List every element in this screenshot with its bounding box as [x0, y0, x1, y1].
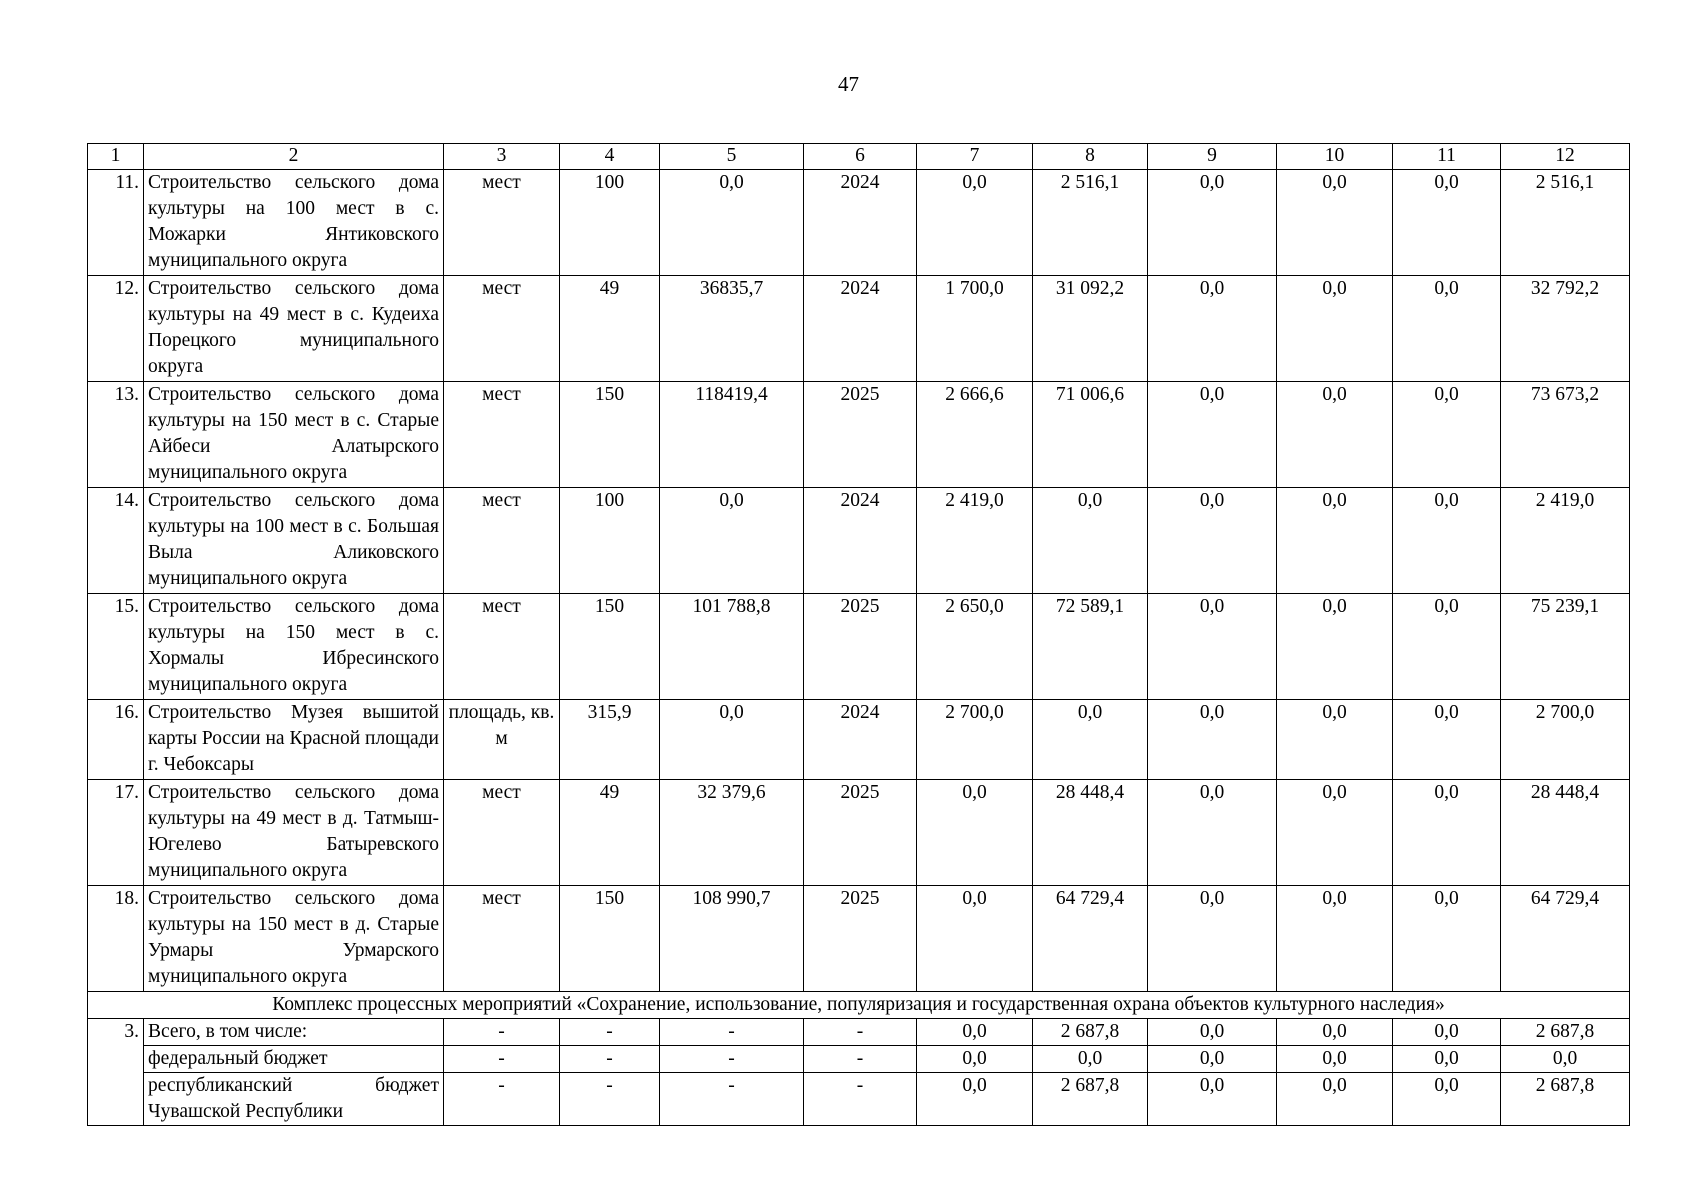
value-cell: 0,0	[1277, 700, 1393, 780]
object-name-cell: Строительство Музея вышитой карты России на Красной площади г. Чебоксары	[144, 700, 444, 780]
row-number-cell: 15.	[88, 594, 144, 700]
total-value-cell: 2 700,0	[1501, 700, 1630, 780]
column-header: 9	[1148, 144, 1277, 170]
summary-value-cell: 0,0	[1501, 1046, 1630, 1073]
value-cell: 0,0	[1148, 594, 1277, 700]
table-row	[88, 488, 1630, 594]
row-number-cell: 13.	[88, 382, 144, 488]
summary-value-cell: -	[444, 1073, 560, 1126]
section-title: Комплекс процессных мероприятий «Сохранение, использование, популяризация и государственная охрана объектов культурного наследия»	[88, 992, 1630, 1019]
column-header: 3	[444, 144, 560, 170]
unit-cell: мест	[444, 170, 560, 276]
summary-value-cell: 0,0	[1033, 1046, 1148, 1073]
column-header: 1	[88, 144, 144, 170]
value-cell: 31 092,2	[1033, 276, 1148, 382]
value-cell: 0,0	[1033, 700, 1148, 780]
summary-value-cell: 0,0	[917, 1046, 1033, 1073]
completion-year-cell: 2025	[804, 594, 917, 700]
value-cell: 0,0	[1148, 700, 1277, 780]
cost-estimate-cell: 0,0	[660, 488, 804, 594]
object-name-cell: Строительство сельского дома культуры на 100 мест в с. Можарки Янтиковского муниципального округа	[144, 170, 444, 276]
column-header: 12	[1501, 144, 1630, 170]
unit-cell: мест	[444, 780, 560, 886]
completion-year-cell: 2024	[804, 700, 917, 780]
row-number-cell: 18.	[88, 886, 144, 992]
summary-value-cell: -	[804, 1019, 917, 1046]
unit-cell: мест	[444, 886, 560, 992]
column-number-header-row	[88, 144, 1630, 170]
summary-number-cell: 3.	[88, 1019, 144, 1126]
summary-value-cell: -	[560, 1073, 660, 1126]
value-cell: 0,0	[1277, 780, 1393, 886]
summary-value-cell: 0,0	[1148, 1019, 1277, 1046]
value-cell: 71 006,6	[1033, 382, 1148, 488]
value-cell: 0,0	[1393, 382, 1501, 488]
value-cell: 0,0	[917, 170, 1033, 276]
table-row	[88, 276, 1630, 382]
summary-row	[88, 1046, 1630, 1073]
completion-year-cell: 2024	[804, 276, 917, 382]
value-cell: 0,0	[1148, 382, 1277, 488]
total-value-cell: 32 792,2	[1501, 276, 1630, 382]
summary-value-cell: 0,0	[917, 1019, 1033, 1046]
summary-value-cell: 2 687,8	[1501, 1019, 1630, 1046]
value-cell: 0,0	[1277, 886, 1393, 992]
summary-value-cell: -	[560, 1046, 660, 1073]
total-value-cell: 28 448,4	[1501, 780, 1630, 886]
capacity-cell: 100	[560, 170, 660, 276]
object-name-cell: Строительство сельского дома культуры на 150 мест в с. Хормалы Ибресинского муниципального округа	[144, 594, 444, 700]
capacity-cell: 315,9	[560, 700, 660, 780]
total-value-cell: 2 419,0	[1501, 488, 1630, 594]
column-header: 5	[660, 144, 804, 170]
value-cell: 2 419,0	[917, 488, 1033, 594]
value-cell: 0,0	[1148, 780, 1277, 886]
summary-value-cell: 0,0	[1277, 1046, 1393, 1073]
page-number: 47	[838, 72, 859, 96]
value-cell: 0,0	[1393, 780, 1501, 886]
value-cell: 0,0	[1393, 700, 1501, 780]
summary-value-cell: 0,0	[1148, 1073, 1277, 1126]
table-row	[88, 382, 1630, 488]
table-row	[88, 170, 1630, 276]
column-header: 4	[560, 144, 660, 170]
column-header: 8	[1033, 144, 1148, 170]
unit-cell: мест	[444, 382, 560, 488]
summary-value-cell: -	[444, 1046, 560, 1073]
summary-row	[88, 1073, 1630, 1126]
row-number-cell: 16.	[88, 700, 144, 780]
value-cell: 2 650,0	[917, 594, 1033, 700]
summary-label-cell: республиканский бюджет Чувашской Республики	[144, 1073, 444, 1126]
completion-year-cell: 2025	[804, 886, 917, 992]
unit-cell: площадь, кв. м	[444, 700, 560, 780]
total-value-cell: 75 239,1	[1501, 594, 1630, 700]
table-row	[88, 886, 1630, 992]
cost-estimate-cell: 0,0	[660, 700, 804, 780]
object-name-cell: Строительство сельского дома культуры на 100 мест в с. Большая Выла Аликовского муниципального округа	[144, 488, 444, 594]
capacity-cell: 49	[560, 780, 660, 886]
summary-value-cell: -	[804, 1046, 917, 1073]
value-cell: 0,0	[1148, 276, 1277, 382]
budget-table	[87, 143, 1630, 1126]
value-cell: 0,0	[1393, 170, 1501, 276]
cost-estimate-cell: 36835,7	[660, 276, 804, 382]
summary-value-cell: 0,0	[917, 1073, 1033, 1126]
value-cell: 72 589,1	[1033, 594, 1148, 700]
value-cell: 0,0	[1393, 886, 1501, 992]
summary-row	[88, 1019, 1630, 1046]
total-value-cell: 2 516,1	[1501, 170, 1630, 276]
value-cell: 0,0	[1277, 276, 1393, 382]
value-cell: 0,0	[917, 780, 1033, 886]
value-cell: 0,0	[1277, 170, 1393, 276]
summary-value-cell: 2 687,8	[1033, 1073, 1148, 1126]
value-cell: 0,0	[1033, 488, 1148, 594]
capacity-cell: 49	[560, 276, 660, 382]
summary-value-cell: -	[660, 1046, 804, 1073]
summary-value-cell: 0,0	[1277, 1019, 1393, 1046]
value-cell: 0,0	[1277, 488, 1393, 594]
value-cell: 2 666,6	[917, 382, 1033, 488]
table-row	[88, 594, 1630, 700]
completion-year-cell: 2025	[804, 780, 917, 886]
unit-cell: мест	[444, 594, 560, 700]
value-cell: 0,0	[1148, 170, 1277, 276]
row-number-cell: 11.	[88, 170, 144, 276]
summary-value-cell: 0,0	[1148, 1046, 1277, 1073]
value-cell: 0,0	[917, 886, 1033, 992]
value-cell: 28 448,4	[1033, 780, 1148, 886]
summary-value-cell: 0,0	[1393, 1073, 1501, 1126]
cost-estimate-cell: 118419,4	[660, 382, 804, 488]
column-header: 11	[1393, 144, 1501, 170]
object-name-cell: Строительство сельского дома культуры на 49 мест в с. Кудеиха Порецкого муниципального округа	[144, 276, 444, 382]
value-cell: 2 516,1	[1033, 170, 1148, 276]
summary-value-cell: -	[660, 1019, 804, 1046]
summary-value-cell: 2 687,8	[1501, 1073, 1630, 1126]
column-header: 2	[144, 144, 444, 170]
value-cell: 0,0	[1393, 276, 1501, 382]
summary-label-cell: Всего, в том числе:	[144, 1019, 444, 1046]
capacity-cell: 100	[560, 488, 660, 594]
summary-value-cell: 0,0	[1277, 1073, 1393, 1126]
value-cell: 0,0	[1148, 886, 1277, 992]
completion-year-cell: 2024	[804, 170, 917, 276]
row-number-cell: 14.	[88, 488, 144, 594]
value-cell: 1 700,0	[917, 276, 1033, 382]
section-row	[88, 992, 1630, 1019]
object-name-cell: Строительство сельского дома культуры на 150 мест в д. Старые Урмары Урмарского муниципального округа	[144, 886, 444, 992]
table-row	[88, 780, 1630, 886]
column-header: 7	[917, 144, 1033, 170]
summary-label-cell: федеральный бюджет	[144, 1046, 444, 1073]
row-number-cell: 17.	[88, 780, 144, 886]
cost-estimate-cell: 101 788,8	[660, 594, 804, 700]
total-value-cell: 73 673,2	[1501, 382, 1630, 488]
value-cell: 64 729,4	[1033, 886, 1148, 992]
completion-year-cell: 2025	[804, 382, 917, 488]
summary-value-cell: -	[804, 1073, 917, 1126]
unit-cell: мест	[444, 488, 560, 594]
capacity-cell: 150	[560, 886, 660, 992]
column-header: 6	[804, 144, 917, 170]
cost-estimate-cell: 108 990,7	[660, 886, 804, 992]
column-header: 10	[1277, 144, 1393, 170]
completion-year-cell: 2024	[804, 488, 917, 594]
object-name-cell: Строительство сельского дома культуры на 49 мест в д. Татмыш-Югелево Батыревского муниципального округа	[144, 780, 444, 886]
capacity-cell: 150	[560, 382, 660, 488]
object-name-cell: Строительство сельского дома культуры на 150 мест в с. Старые Айбеси Алатырского муниципального округа	[144, 382, 444, 488]
unit-cell: мест	[444, 276, 560, 382]
summary-value-cell: 0,0	[1393, 1019, 1501, 1046]
summary-value-cell: -	[444, 1019, 560, 1046]
summary-value-cell: -	[560, 1019, 660, 1046]
value-cell: 0,0	[1393, 488, 1501, 594]
value-cell: 0,0	[1277, 594, 1393, 700]
summary-value-cell: 0,0	[1393, 1046, 1501, 1073]
summary-value-cell: 2 687,8	[1033, 1019, 1148, 1046]
capacity-cell: 150	[560, 594, 660, 700]
cost-estimate-cell: 32 379,6	[660, 780, 804, 886]
value-cell: 0,0	[1148, 488, 1277, 594]
value-cell: 2 700,0	[917, 700, 1033, 780]
total-value-cell: 64 729,4	[1501, 886, 1630, 992]
cost-estimate-cell: 0,0	[660, 170, 804, 276]
table-row	[88, 700, 1630, 780]
value-cell: 0,0	[1277, 382, 1393, 488]
value-cell: 0,0	[1393, 594, 1501, 700]
row-number-cell: 12.	[88, 276, 144, 382]
summary-value-cell: -	[660, 1073, 804, 1126]
